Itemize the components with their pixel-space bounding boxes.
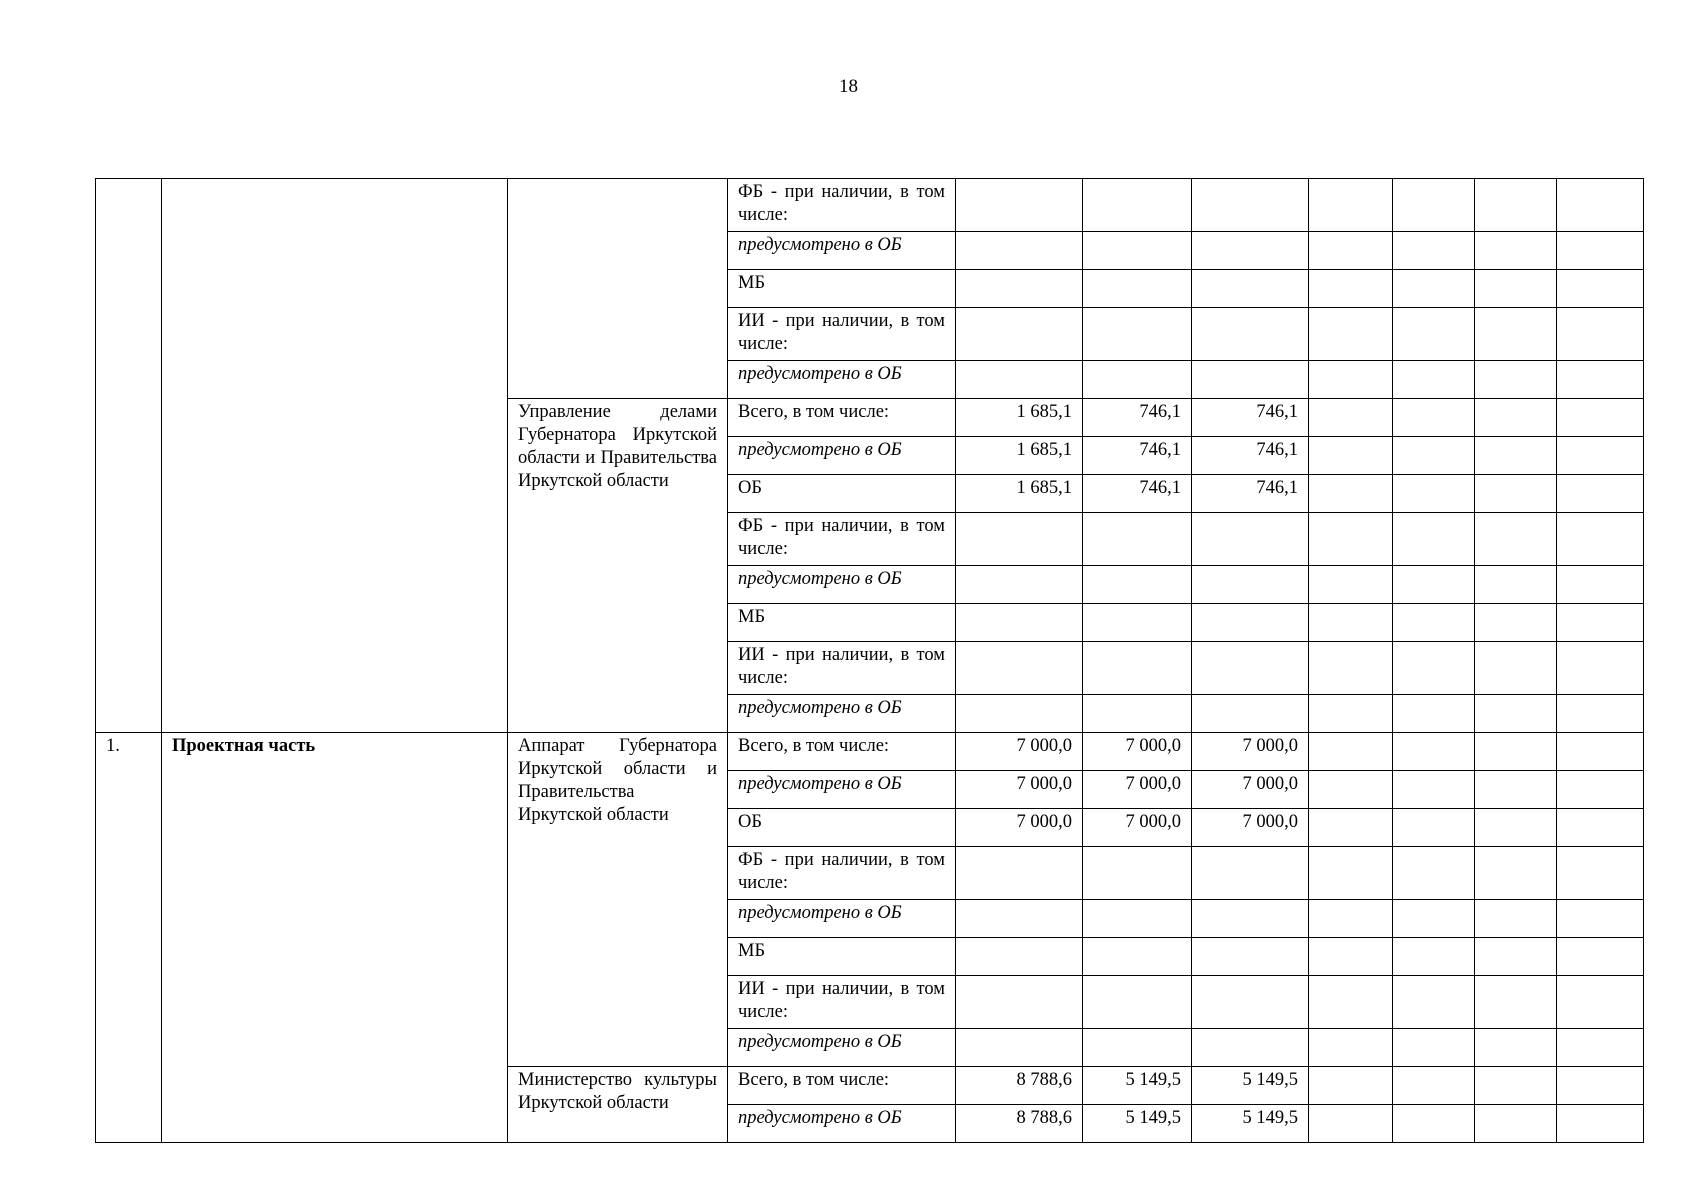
value-cell: 7 000,0	[956, 771, 1083, 809]
funding-source-label: предусмотрено в ОБ	[728, 900, 956, 938]
value-cell	[1083, 847, 1192, 900]
value-cell	[1309, 847, 1393, 900]
value-cell	[1309, 399, 1393, 437]
value-cell: 7 000,0	[1192, 733, 1309, 771]
value-cell	[956, 513, 1083, 566]
value-cell: 5 149,5	[1083, 1105, 1192, 1143]
value-cell	[1475, 232, 1557, 270]
value-cell: 8 788,6	[956, 1105, 1083, 1143]
table-row	[96, 179, 1644, 232]
value-cell	[1192, 938, 1309, 976]
funding-source-label: предусмотрено в ОБ	[728, 566, 956, 604]
value-cell	[1083, 308, 1192, 361]
value-cell	[1393, 1105, 1475, 1143]
value-cell: 7 000,0	[1083, 809, 1192, 847]
value-cell	[1475, 733, 1557, 771]
value-cell	[1083, 361, 1192, 399]
value-cell	[1192, 179, 1309, 232]
value-cell	[956, 900, 1083, 938]
value-cell: 5 149,5	[1192, 1105, 1309, 1143]
value-cell	[1557, 1029, 1644, 1067]
value-cell	[1309, 513, 1393, 566]
funding-source-label: предусмотрено в ОБ	[728, 695, 956, 733]
value-cell	[956, 270, 1083, 308]
financing-table	[95, 178, 1644, 1143]
value-cell	[1475, 513, 1557, 566]
value-cell	[1557, 361, 1644, 399]
value-cell	[1309, 566, 1393, 604]
value-cell	[1309, 475, 1393, 513]
funding-source-label: ИИ - при наличии, в том числе:	[728, 976, 956, 1029]
value-cell	[1192, 232, 1309, 270]
value-cell	[1557, 513, 1644, 566]
organization-cell: Управление делами Губернатора Иркутской области и Правительства Иркутской области	[508, 399, 728, 733]
funding-source-label: ФБ - при наличии, в том числе:	[728, 179, 956, 232]
value-cell	[1475, 179, 1557, 232]
value-cell	[956, 847, 1083, 900]
value-cell	[1557, 733, 1644, 771]
value-cell	[1393, 695, 1475, 733]
value-cell	[1083, 642, 1192, 695]
value-cell	[1192, 642, 1309, 695]
organization-cell	[508, 179, 728, 399]
value-cell	[1309, 1105, 1393, 1143]
value-cell	[1393, 179, 1475, 232]
value-cell: 746,1	[1083, 399, 1192, 437]
funding-source-label: ОБ	[728, 809, 956, 847]
funding-source-label: ФБ - при наличии, в том числе:	[728, 513, 956, 566]
value-cell	[1475, 308, 1557, 361]
value-cell	[1475, 566, 1557, 604]
value-cell	[1309, 270, 1393, 308]
section-number-cell	[96, 179, 162, 733]
value-cell	[1393, 437, 1475, 475]
funding-source-label: предусмотрено в ОБ	[728, 232, 956, 270]
value-cell	[1192, 513, 1309, 566]
value-cell	[1393, 938, 1475, 976]
value-cell	[956, 566, 1083, 604]
value-cell	[1475, 270, 1557, 308]
value-cell	[956, 232, 1083, 270]
funding-source-label: Всего, в том числе:	[728, 399, 956, 437]
funding-source-label: МБ	[728, 270, 956, 308]
value-cell	[1192, 976, 1309, 1029]
value-cell	[1309, 733, 1393, 771]
value-cell	[1475, 976, 1557, 1029]
organization-cell: Аппарат Губернатора Иркутской области и Правительства Иркутской области	[508, 733, 728, 1067]
value-cell	[1393, 847, 1475, 900]
value-cell	[1192, 604, 1309, 642]
funding-source-label: Всего, в том числе:	[728, 1067, 956, 1105]
value-cell	[1393, 399, 1475, 437]
value-cell	[1557, 771, 1644, 809]
value-cell	[1309, 900, 1393, 938]
value-cell	[1393, 900, 1475, 938]
value-cell	[1083, 938, 1192, 976]
value-cell	[1557, 437, 1644, 475]
value-cell	[1393, 733, 1475, 771]
value-cell: 7 000,0	[956, 733, 1083, 771]
funding-source-label: предусмотрено в ОБ	[728, 1105, 956, 1143]
value-cell	[1083, 179, 1192, 232]
value-cell	[1083, 232, 1192, 270]
value-cell: 7 000,0	[956, 809, 1083, 847]
funding-source-label: Всего, в том числе:	[728, 733, 956, 771]
value-cell	[1309, 695, 1393, 733]
section-title-cell	[162, 179, 508, 733]
value-cell	[1309, 437, 1393, 475]
section-number-cell: 1.	[96, 733, 162, 1143]
funding-source-label: МБ	[728, 938, 956, 976]
value-cell	[1393, 513, 1475, 566]
value-cell	[1475, 1067, 1557, 1105]
value-cell	[1393, 566, 1475, 604]
funding-source-label: МБ	[728, 604, 956, 642]
value-cell	[1557, 1067, 1644, 1105]
value-cell	[1475, 1029, 1557, 1067]
value-cell	[1192, 847, 1309, 900]
value-cell	[1083, 566, 1192, 604]
value-cell	[1083, 270, 1192, 308]
value-cell	[1083, 513, 1192, 566]
value-cell	[1393, 361, 1475, 399]
value-cell	[1475, 399, 1557, 437]
value-cell	[1393, 976, 1475, 1029]
value-cell	[1393, 232, 1475, 270]
value-cell	[1557, 308, 1644, 361]
value-cell	[1393, 1067, 1475, 1105]
value-cell: 746,1	[1083, 437, 1192, 475]
value-cell	[1557, 976, 1644, 1029]
funding-source-label: предусмотрено в ОБ	[728, 771, 956, 809]
value-cell	[1475, 771, 1557, 809]
value-cell	[1309, 976, 1393, 1029]
value-cell	[1475, 1105, 1557, 1143]
value-cell: 7 000,0	[1083, 733, 1192, 771]
value-cell	[1475, 900, 1557, 938]
value-cell: 1 685,1	[956, 475, 1083, 513]
value-cell: 746,1	[1083, 475, 1192, 513]
value-cell	[1557, 938, 1644, 976]
value-cell	[1192, 308, 1309, 361]
value-cell	[956, 976, 1083, 1029]
value-cell	[1557, 900, 1644, 938]
value-cell	[1083, 1029, 1192, 1067]
value-cell	[1475, 938, 1557, 976]
value-cell	[1309, 642, 1393, 695]
value-cell	[1393, 604, 1475, 642]
value-cell	[1192, 1029, 1309, 1067]
value-cell	[1475, 437, 1557, 475]
value-cell	[1083, 604, 1192, 642]
value-cell	[1557, 232, 1644, 270]
value-cell	[1192, 900, 1309, 938]
value-cell: 7 000,0	[1192, 771, 1309, 809]
value-cell	[1557, 809, 1644, 847]
value-cell	[956, 642, 1083, 695]
value-cell	[1393, 771, 1475, 809]
value-cell	[1309, 1067, 1393, 1105]
value-cell	[1192, 270, 1309, 308]
value-cell	[1192, 361, 1309, 399]
value-cell	[1557, 604, 1644, 642]
value-cell	[1393, 270, 1475, 308]
value-cell	[1557, 475, 1644, 513]
value-cell	[1083, 900, 1192, 938]
value-cell: 746,1	[1192, 437, 1309, 475]
value-cell	[1309, 604, 1393, 642]
value-cell	[1475, 361, 1557, 399]
value-cell	[1557, 270, 1644, 308]
value-cell	[1557, 566, 1644, 604]
value-cell	[1557, 1105, 1644, 1143]
value-cell	[1475, 809, 1557, 847]
funding-source-label: предусмотрено в ОБ	[728, 1029, 956, 1067]
value-cell	[1309, 179, 1393, 232]
value-cell	[956, 308, 1083, 361]
value-cell	[1557, 847, 1644, 900]
value-cell	[1192, 695, 1309, 733]
section-title-cell: Проектная часть	[162, 733, 508, 1143]
value-cell	[956, 695, 1083, 733]
value-cell	[1475, 695, 1557, 733]
value-cell: 5 149,5	[1192, 1067, 1309, 1105]
value-cell	[1557, 642, 1644, 695]
value-cell	[1557, 179, 1644, 232]
value-cell	[1557, 399, 1644, 437]
funding-source-label: ИИ - при наличии, в том числе:	[728, 308, 956, 361]
value-cell	[956, 361, 1083, 399]
value-cell	[956, 938, 1083, 976]
value-cell	[1192, 566, 1309, 604]
value-cell	[1475, 475, 1557, 513]
value-cell: 746,1	[1192, 399, 1309, 437]
value-cell	[1309, 938, 1393, 976]
value-cell	[1393, 308, 1475, 361]
value-cell: 5 149,5	[1083, 1067, 1192, 1105]
value-cell	[1309, 771, 1393, 809]
value-cell	[956, 1029, 1083, 1067]
value-cell	[1393, 642, 1475, 695]
value-cell	[1309, 361, 1393, 399]
funding-source-label: ОБ	[728, 475, 956, 513]
value-cell: 8 788,6	[956, 1067, 1083, 1105]
value-cell	[1475, 604, 1557, 642]
organization-cell: Министерство культуры Иркутской области	[508, 1067, 728, 1143]
value-cell: 7 000,0	[1192, 809, 1309, 847]
funding-source-label: предусмотрено в ОБ	[728, 361, 956, 399]
value-cell	[1309, 308, 1393, 361]
value-cell: 746,1	[1192, 475, 1309, 513]
value-cell	[956, 604, 1083, 642]
funding-source-label: ФБ - при наличии, в том числе:	[728, 847, 956, 900]
value-cell	[1083, 695, 1192, 733]
table-row	[96, 733, 1644, 771]
value-cell	[1393, 809, 1475, 847]
value-cell	[1309, 232, 1393, 270]
value-cell	[1557, 695, 1644, 733]
value-cell	[1309, 809, 1393, 847]
funding-source-label: предусмотрено в ОБ	[728, 437, 956, 475]
value-cell: 1 685,1	[956, 399, 1083, 437]
value-cell: 1 685,1	[956, 437, 1083, 475]
value-cell	[1393, 475, 1475, 513]
page-number: 18	[839, 76, 858, 97]
value-cell	[1475, 847, 1557, 900]
funding-source-label: ИИ - при наличии, в том числе:	[728, 642, 956, 695]
value-cell	[1083, 976, 1192, 1029]
value-cell	[1309, 1029, 1393, 1067]
value-cell	[956, 179, 1083, 232]
value-cell	[1393, 1029, 1475, 1067]
value-cell: 7 000,0	[1083, 771, 1192, 809]
value-cell	[1475, 642, 1557, 695]
